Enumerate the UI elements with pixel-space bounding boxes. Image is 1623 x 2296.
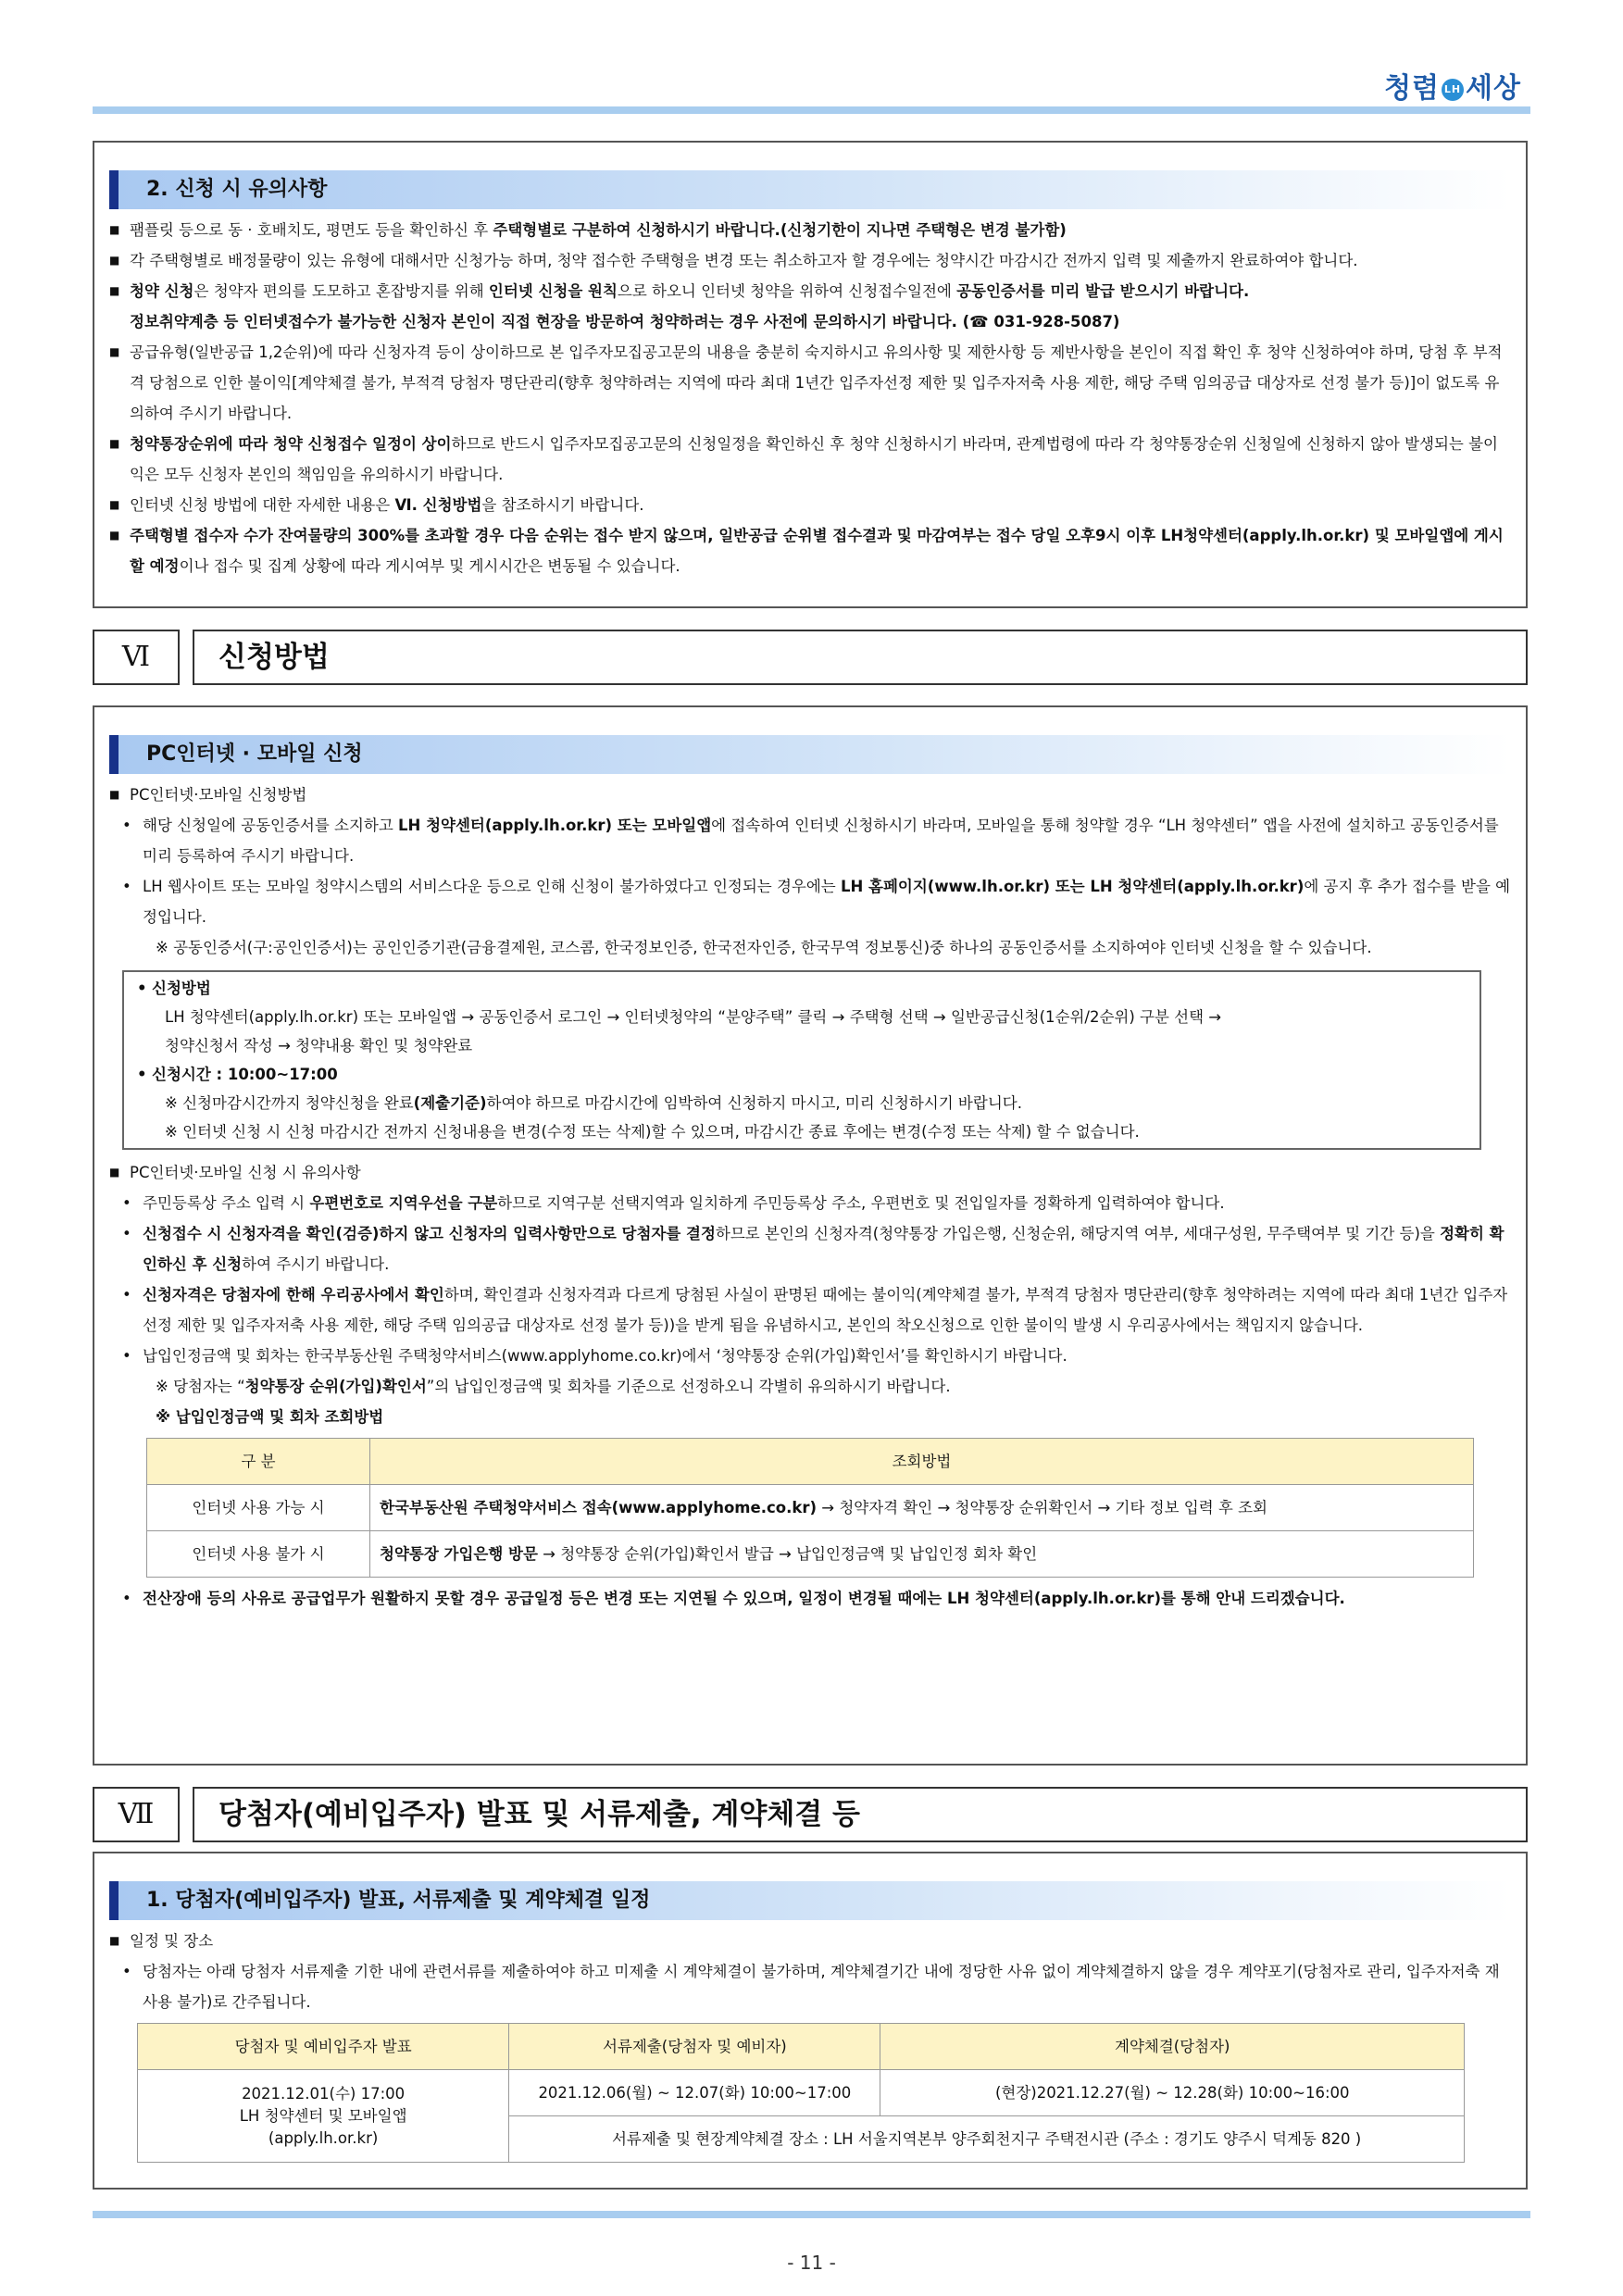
- table-cell: 인터넷 사용 가능 시: [147, 1485, 370, 1531]
- notice-item: ■ 청약통장순위에 따라 청약 신청접수 일정이 상이하므로 반드시 입주자모집공고문의 신청일정을 확인하신 후 청약 신청하시기 바라며, 관계법령에 따라 각 청약통장순위 신청일에 신청하지 않아 발생되는 불이익은 모두 신청자 본인의 책임임을 유의하시기 바랍니다.: [109, 429, 1511, 490]
- caution-item: • 주민등록상 주소 입력 시 우편번호로 지역우선을 구분하므로 지역구분 선택지역과 일치하게 주민등록상 주소, 우편번호 및 전입일자를 정확하게 입력하여야 합니다.: [109, 1188, 1511, 1218]
- page-number: - 11 -: [787, 2252, 836, 2274]
- schedule-box: [93, 1852, 1528, 2190]
- schedule-table: [137, 2023, 1465, 2163]
- section-number: Ⅵ: [93, 630, 180, 685]
- table-cell: 서류제출 및 현장계약체결 장소 : LH 서울지역본부 양주회천지구 주택전시관 (주소 : 경기도 양주시 덕계동 820 ): [509, 2116, 1465, 2163]
- section-header: [93, 1787, 1528, 1841]
- section-title: 당첨자(예비입주자) 발표 및 서류제출, 계약체결 등: [193, 1787, 1528, 1842]
- schedule-heading: 1. 당첨자(예비입주자) 발표, 서류제출 및 계약체결 일정: [109, 1881, 1511, 1920]
- section-header: [93, 630, 1528, 683]
- method-subtitle: ■ PC인터넷·모바일 신청방법: [109, 780, 1511, 810]
- notice-item: ■ 공급유형(일반공급 1,2순위)에 따라 신청자격 등이 상이하므로 본 입주자모집공고문의 내용을 충분히 숙지하시고 유의사항 및 제한사항 등 제반사항을 본인이 직접 확인 후 청약 신청하여야 하며, 당첨 후 부적격 당첨으로 인한 불이익[계약체결 불가, 부적격 당첨자 명단관리(향후 청약하려는 지역에 따라 최대 1년간 입주자선정 제한 및 입주자저축 사용 제한, 해당 주택 임의공급 대상자로 선정 불가 등)]이 없도록 유의하여 주시기 바랍니다.: [109, 337, 1511, 429]
- table-cell: 인터넷 사용 불가 시: [147, 1531, 370, 1578]
- notice-item: ■ 각 주택형별로 배정물량이 있는 유형에 대해서만 신청가능 하며, 청약 접수한 주택형을 변경 또는 취소하고자 할 경우에는 청약시간 마감시간 전까지 입력 및 제출까지 완료하여야 합니다.: [109, 245, 1511, 276]
- application-method-title: • 신청방법: [137, 974, 1467, 1003]
- application-info-box: [122, 970, 1481, 1150]
- caution-item: • 신청접수 시 신청자격을 확인(검증)하지 않고 신청자의 입력사항만으로 당첨자를 결정하므로 본인의 신청자격(청약통장 가입은행, 신청순위, 해당지역 여부, 세대구성원, 무주택여부 및 기간 등)을 정확히 확인하신 후 신청하여 주시기 바랍니다.: [109, 1218, 1511, 1279]
- table-header: 서류제출(당첨자 및 예비자): [509, 2024, 880, 2070]
- footer-rule: [93, 2211, 1530, 2218]
- caution-item: • 전산장애 등의 사유로 공급업무가 원활하지 못할 경우 공급일정 등은 변경 또는 지연될 수 있으며, 일정이 변경될 때에는 LH 청약센터(apply.lh.or.kr)를 통해 안내 드리겠습니다.: [109, 1583, 1511, 1614]
- table-header: 당첨자 및 예비입주자 발표: [138, 2024, 509, 2070]
- table-cell: 2021.12.01(수) 17:00 LH 청약센터 및 모바일앱 (apply.lh.or.kr): [138, 2070, 509, 2163]
- method-box: [93, 705, 1528, 1766]
- table-row: [138, 2070, 1465, 2116]
- table-cell: 한국부동산원 주택청약서비스 접속(www.applyhome.co.kr) → 청약자격 확인 → 청약통장 순위확인서 → 기타 정보 입력 후 조회: [370, 1485, 1474, 1531]
- section-title: 신청방법: [193, 630, 1528, 685]
- caution-item: • 신청자격은 당첨자에 한해 우리공사에서 확인하며, 확인결과 신청자격과 다르게 당첨된 사실이 판명된 때에는 불이익(계약체결 불가, 부적격 당첨자 명단관리(향후 청약하려는 지역에 따라 최대 1년간 입주자선정 제한 및 입주자저축 사용 제한, 해당 주택 임의공급 대상자로 선정 불가 등))을 받게 됨을 유념하시고, 본인의 착오신청으로 인한 불이익 발생 시 우리공사에서는 책임지지 않습니다.: [109, 1279, 1511, 1341]
- application-method-line: 청약신청서 작성 → 청약내용 확인 및 청약완료: [165, 1037, 473, 1054]
- table-header: 조회방법: [370, 1439, 1474, 1485]
- notice-item: ■ 팸플릿 등으로 동 · 호배치도, 평면도 등을 확인하신 후 주택형별로 구분하여 신청하시기 바랍니다.(신청기한이 지나면 주택형은 변경 불가함): [109, 215, 1511, 245]
- schedule-item: • 당첨자는 아래 당첨자 서류제출 기한 내에 관련서류를 제출하여야 하고 미제출 시 계약체결이 불가하며, 계약체결기간 내에 정당한 사유 없이 계약체결하지 않을 경우 계약포기(당첨자로 관리, 입주자저축 재사용 불가)로 간주됩니다.: [109, 1956, 1511, 2017]
- method-item: • 해당 신청일에 공동인증서를 소지하고 LH 청약센터(apply.lh.or.kr) 또는 모바일앱에 접속하여 인터넷 신청하시기 바라며, 모바일을 통해 청약할 경우 “LH 청약센터” 앱을 사전에 설치하고 공동인증서를 미리 등록하여 주시기 바랍니다.: [109, 810, 1511, 871]
- schedule-subtitle: ■ 일정 및 장소: [109, 1926, 1511, 1956]
- application-time-note: ※ 신청마감시간까지 청약신청을 완료(제출기준)하여야 하므로 마감시간에 임박하여 신청하지 마시고, 미리 신청하시기 바랍니다.: [165, 1094, 1022, 1112]
- application-time: • 신청시간 : 10:00~17:00: [137, 1060, 1467, 1089]
- caution-note: ※ 당첨자는 “청약통장 순위(가입)확인서”의 납입인정금액 및 회차를 기준으로 선정하오니 각별히 유의하시기 바랍니다.: [156, 1378, 951, 1395]
- table-cell: (현장)2021.12.27(월) ~ 12.28(화) 10:00~16:00: [880, 2070, 1465, 2116]
- caution-subtitle: ■ PC인터넷·모바일 신청 시 유의사항: [109, 1157, 1511, 1188]
- notice-item: ■ 청약 신청은 청약자 편의를 도모하고 혼잡방지를 위해 인터넷 신청을 원칙으로 하오니 인터넷 청약을 위하여 신청접수일전에 공동인증서를 미리 발급 받으시기 바랍니다. 정보취약계층 등 인터넷접수가 불가능한 신청자 본인이 직접 현장을 방문하여 청약하려는 경우 사전에 문의하시기 바랍니다. (☎ 031-928-5087): [109, 276, 1511, 337]
- table-header: 계약체결(당첨자): [880, 2024, 1465, 2070]
- application-method-line: LH 청약센터(apply.lh.or.kr) 또는 모바일앱 → 공동인증서 로그인 → 인터넷청약의 “분양주택” 클릭 → 주택형 선택 → 일반공급신청(1순위/2순위) 구분 선택 →: [165, 1008, 1222, 1026]
- section-number: Ⅶ: [93, 1787, 180, 1842]
- notice-box: [93, 141, 1528, 608]
- logo: 청렴 LH 세상: [1384, 72, 1521, 105]
- table-cell: 2021.12.06(월) ~ 12.07(화) 10:00~17:00: [509, 2070, 880, 2116]
- caution-note: ※ 납입인정금액 및 회차 조회방법: [156, 1408, 384, 1426]
- table-cell: 청약통장 가입은행 방문 → 청약통장 순위(가입)확인서 발급 → 납입인정금액 및 납입인정 회차 확인: [370, 1531, 1474, 1578]
- caution-item: • 납입인정금액 및 회차는 한국부동산원 주택청약서비스(www.applyhome.co.kr)에서 ‘청약통장 순위(가입)확인서’를 확인하시기 바랍니다.: [109, 1341, 1511, 1371]
- method-note: ※ 공동인증서(구:공인인증서)는 공인인증기관(금융결제원, 코스콤, 한국정보인증, 한국전자인증, 한국무역 정보통신)중 하나의 공동인증서를 소지하여야 인터넷 신청을 할 수 있습니다.: [156, 939, 1372, 956]
- table-row: [147, 1531, 1474, 1578]
- table-header: 구 분: [147, 1439, 370, 1485]
- method-heading: PC인터넷 · 모바일 신청: [109, 735, 1511, 774]
- inquiry-table: [146, 1438, 1474, 1578]
- logo-emblem-icon: LH: [1442, 79, 1464, 101]
- header-rule: [93, 106, 1530, 114]
- notice-item: ■ 인터넷 신청 방법에 대한 자세한 내용은 Ⅵ. 신청방법을 참조하시기 바랍니다.: [109, 490, 1511, 520]
- application-time-note: ※ 인터넷 신청 시 신청 마감시간 전까지 신청내용을 변경(수정 또는 삭제)할 수 있으며, 마감시간 종료 후에는 변경(수정 또는 삭제) 할 수 없습니다.: [165, 1123, 1140, 1141]
- notice-heading: 2. 신청 시 유의사항: [109, 170, 1511, 209]
- table-row: [147, 1485, 1474, 1531]
- method-item: • LH 웹사이트 또는 모바일 청약시스템의 서비스다운 등으로 인해 신청이 불가하였다고 인정되는 경우에는 LH 홈페이지(www.lh.or.kr) 또는 LH 청약센터(apply.lh.or.kr)에 공지 후 추가 접수를 받을 예정입니다.: [109, 871, 1511, 932]
- notice-item: ■ 주택형별 접수자 수가 잔여물량의 300%를 초과할 경우 다음 순위는 접수 받지 않으며, 일반공급 순위별 접수결과 및 마감여부는 접수 당일 오후9시 이후 LH청약센터(apply.lh.or.kr) 및 모바일앱에 게시할 예정이나 접수 및 집계 상황에 따라 게시여부 및 게시시간은 변동될 수 있습니다.: [109, 520, 1511, 581]
